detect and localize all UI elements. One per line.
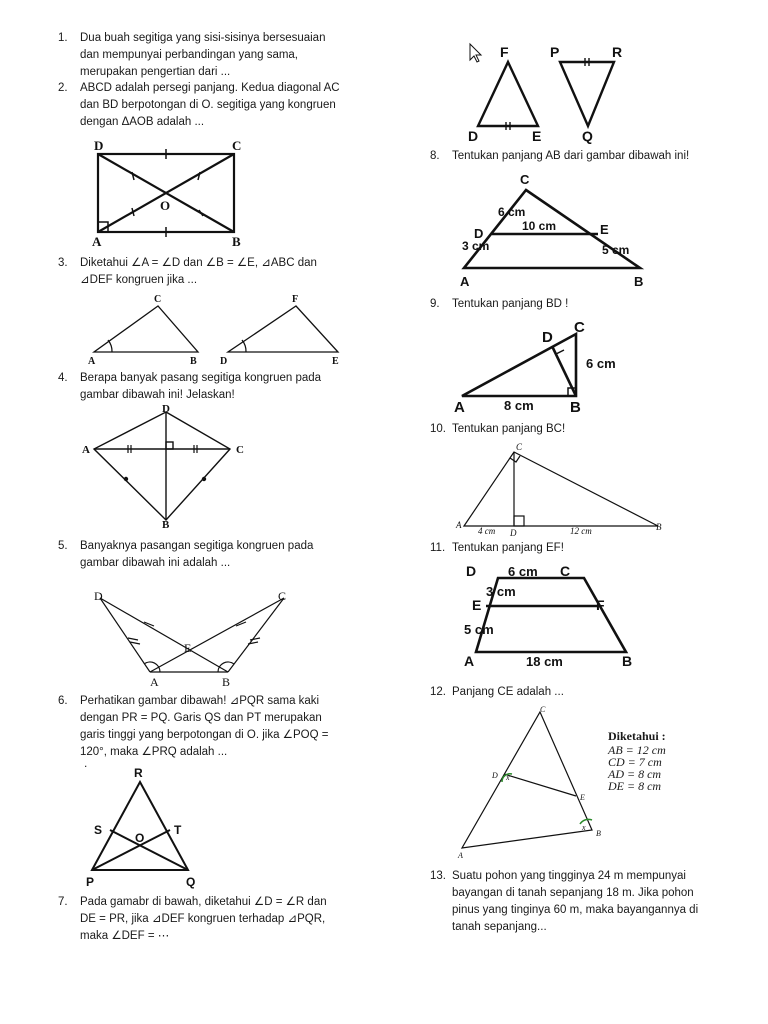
question-number: 8. bbox=[430, 150, 440, 162]
question-text: Pada gamabr di bawah, diketahui ∠D = ∠R dan DE = PR, jika ⊿DEF kongruen terhadap ⊿PQR, maka ∠DEF = ⋯ bbox=[80, 896, 327, 942]
figure-crossed-triangles bbox=[88, 586, 308, 690]
vertex-label-f: F bbox=[500, 44, 509, 60]
vertex-label-b: B bbox=[570, 399, 581, 416]
given-ad: AD = 8 cm bbox=[608, 767, 662, 781]
vertex-label-c: C bbox=[236, 444, 244, 456]
cursor-icon bbox=[470, 44, 481, 62]
question-number: 9. bbox=[430, 298, 440, 310]
length-label-db: 12 cm bbox=[570, 526, 592, 536]
vertex-label-a: A bbox=[82, 444, 90, 456]
length-label-ad: 4 cm bbox=[478, 526, 496, 536]
question-number: 12. bbox=[430, 686, 446, 698]
question-number: 3. bbox=[58, 257, 68, 269]
vertex-label-c: C bbox=[574, 319, 585, 336]
question-text: Berapa banyak pasang segitiga kongruen pada gambar dibawah ini! Jelaskan! bbox=[80, 372, 322, 401]
figure-trapezoid-q11 bbox=[456, 560, 656, 672]
vertex-label-b: B bbox=[634, 274, 644, 289]
vertex-label-c: C bbox=[232, 138, 242, 153]
vertex-label-c: C bbox=[520, 172, 530, 187]
vertex-label-a: A bbox=[88, 356, 96, 366]
question-text: Banyaknya pasangan segitiga kongruen pada gambar dibawah ini adalah ... bbox=[80, 540, 314, 569]
figure-right-triangle-q9 bbox=[452, 316, 632, 416]
vertex-label-d: D bbox=[94, 589, 103, 603]
length-label-ad: 3 cm bbox=[462, 239, 490, 253]
vertex-label-b: B bbox=[190, 356, 197, 366]
vertex-label-b: B bbox=[232, 234, 241, 249]
vertex-label-a: A bbox=[460, 274, 470, 289]
question-number: 10. bbox=[430, 423, 446, 435]
vertex-label-f: F bbox=[596, 597, 605, 613]
stray-mark: . bbox=[84, 756, 88, 770]
question-text: Tentukan panjang EF! bbox=[452, 542, 564, 554]
vertex-label-r: R bbox=[612, 44, 623, 60]
question-number: 4. bbox=[58, 372, 68, 384]
given-box bbox=[608, 730, 666, 792]
angle-label-x-d: x bbox=[506, 773, 510, 782]
vertex-label-e: E bbox=[580, 793, 585, 802]
question-text: Tentukan panjang BC! bbox=[452, 423, 566, 435]
question-number: 7. bbox=[58, 896, 68, 908]
given-de: DE = 8 cm bbox=[608, 779, 662, 793]
vertex-label-f: F bbox=[292, 294, 299, 305]
figure-kite-abcd bbox=[80, 404, 250, 530]
vertex-label-e: E bbox=[332, 356, 339, 366]
vertex-label-d: D bbox=[542, 329, 553, 346]
question-text: Dua buah segitiga yang sisi-sisinya bersesuaian dan mempunyai perbandingan yang sama, merupakan pengertian dari ... bbox=[80, 32, 326, 78]
question-text: Tentukan panjang AB dari gambar dibawah ini! bbox=[452, 150, 690, 162]
length-label-dc: 6 cm bbox=[508, 564, 538, 579]
vertex-label-a: A bbox=[150, 675, 159, 689]
vertex-label-b: B bbox=[596, 829, 601, 838]
length-label-de: 3 cm bbox=[486, 584, 516, 599]
vertex-label-t: T bbox=[174, 823, 182, 837]
vertex-label-q: Q bbox=[582, 128, 593, 144]
length-label-cd: 6 cm bbox=[498, 205, 526, 219]
figure-triangles-def-pqr bbox=[462, 40, 642, 146]
vertex-label-e: E bbox=[532, 128, 542, 144]
vertex-label-c: C bbox=[278, 589, 287, 603]
length-label-eb: 5 cm bbox=[602, 243, 630, 257]
vertex-label-b: B bbox=[622, 653, 633, 669]
vertex-label-d: D bbox=[468, 128, 479, 144]
vertex-label-d: D bbox=[162, 404, 170, 415]
length-label-ab: 8 cm bbox=[504, 398, 534, 413]
question-text: ABCD adalah persegi panjang. Kedua diagonal AC dan BD berpotongan di O. segitiga yang kongruen dengan ΔAOB adalah ... bbox=[80, 82, 340, 128]
figure-similar-triangles-q8 bbox=[456, 168, 656, 292]
vertex-label-b: B bbox=[656, 522, 662, 532]
vertex-label-c: C bbox=[560, 563, 571, 579]
vertex-label-a: A bbox=[464, 653, 475, 669]
vertex-label-d: D bbox=[220, 356, 228, 366]
question-text: Panjang CE adalah ... bbox=[452, 686, 564, 698]
vertex-label-p: P bbox=[86, 875, 95, 889]
vertex-label-s: S bbox=[94, 823, 103, 837]
question-text: Suatu pohon yang tingginya 24 m mempunyai bayangan di tanah sepanjang 18 m. Jika pohon pinus yang tinginya 60 m, maka bayangannya di tanah sepanjang... bbox=[452, 870, 699, 933]
vertex-label-e: E bbox=[600, 222, 609, 237]
vertex-label-a: A bbox=[92, 234, 102, 249]
question-number: 13. bbox=[430, 870, 446, 882]
question-number: 1. bbox=[58, 32, 68, 44]
vertex-label-d: D bbox=[474, 226, 484, 241]
given-ab: AB = 12 cm bbox=[608, 743, 666, 757]
given-cd: CD = 7 cm bbox=[608, 755, 662, 769]
question-number: 5. bbox=[58, 540, 68, 552]
vertex-label-a: A bbox=[458, 851, 463, 860]
vertex-label-q: Q bbox=[186, 875, 196, 889]
vertex-label-e: E bbox=[472, 597, 482, 613]
vertex-label-d: D bbox=[510, 528, 517, 538]
figure-right-triangle-q10 bbox=[452, 440, 672, 538]
question-text: Tentukan panjang BD ! bbox=[452, 298, 569, 310]
question-number: 2. bbox=[58, 82, 68, 94]
vertex-label-a: A bbox=[454, 399, 465, 416]
vertex-label-d: D bbox=[492, 771, 498, 780]
question-number: 6. bbox=[58, 695, 68, 707]
vertex-label-c: C bbox=[540, 705, 546, 714]
figure-triangles-abc-def bbox=[82, 290, 352, 366]
figure-rectangle-abcd bbox=[86, 138, 256, 250]
question-text: Perhatikan gambar dibawah! ⊿PQR sama kaki dengan PR = PQ. Garis QS dan PT merupakan garis tinggi yang berpotongan di O. jika ∠POQ = 120°, maka ∠PRQ adalah ... bbox=[80, 695, 329, 758]
vertex-label-e: E bbox=[184, 641, 192, 655]
vertex-label-b: B bbox=[162, 519, 170, 530]
question-number: 11. bbox=[430, 542, 446, 554]
figure-triangle-pqr bbox=[84, 764, 204, 890]
vertex-label-r: R bbox=[134, 766, 143, 780]
vertex-label-p: P bbox=[550, 44, 560, 60]
angle-label-x-b: x bbox=[582, 823, 586, 832]
vertex-label-o: O bbox=[135, 831, 145, 845]
vertex-label-c: C bbox=[516, 442, 523, 452]
vertex-label-b: B bbox=[222, 675, 231, 689]
vertex-label-o: O bbox=[160, 198, 171, 213]
length-label-bc: 6 cm bbox=[586, 356, 616, 371]
vertex-label-d: D bbox=[94, 138, 104, 153]
vertex-label-a: A bbox=[456, 520, 462, 530]
figure-triangle-q12 bbox=[454, 704, 604, 864]
vertex-label-d: D bbox=[466, 563, 477, 579]
length-label-ab: 18 cm bbox=[526, 654, 563, 669]
length-label-ea: 5 cm bbox=[464, 622, 494, 637]
given-title: Diketahui : bbox=[608, 729, 666, 743]
vertex-label-c: C bbox=[154, 294, 162, 305]
length-label-de: 10 cm bbox=[522, 219, 557, 233]
question-text: Diketahui ∠A = ∠D dan ∠B = ∠E, ⊿ABC dan ⊿DEF kongruen jika ... bbox=[80, 257, 317, 286]
